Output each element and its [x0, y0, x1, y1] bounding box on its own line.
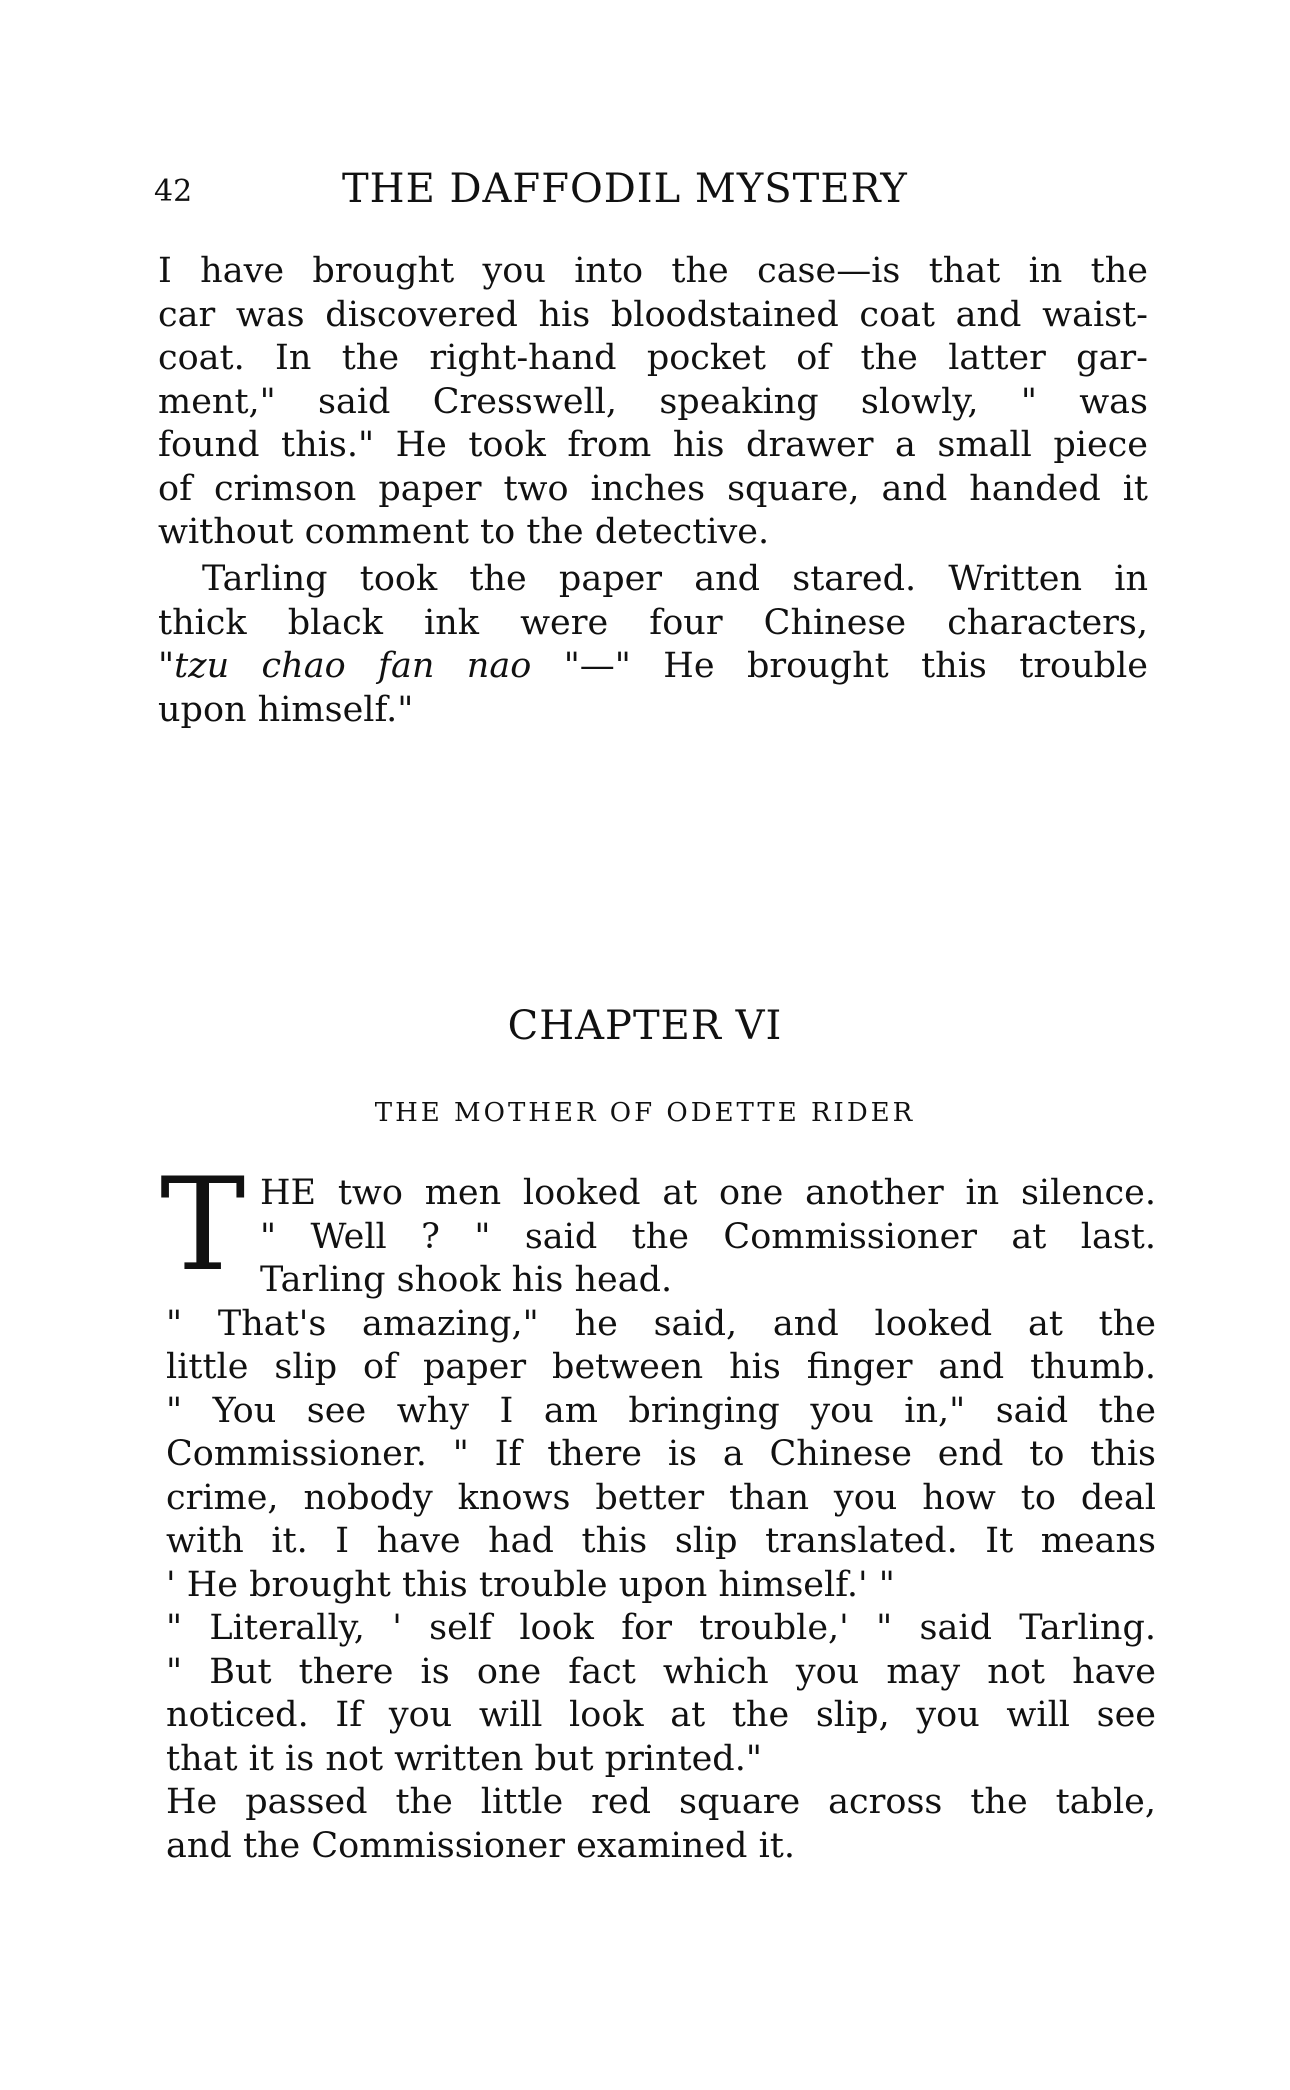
chapter-title: CHAPTER VI	[507, 1003, 783, 1049]
text-line: without comment to the detective.	[158, 512, 770, 552]
text-line: coat. In the right-hand pocket of the latter gar-	[158, 338, 1148, 378]
page-number: 42	[154, 174, 193, 209]
text-line: crime, nobody knows better than you how to deal	[166, 1477, 1156, 1518]
text-line: ' He brought this trouble upon himself.' "	[166, 1564, 895, 1605]
text-line: " You see why I am bringing you in," said the	[166, 1390, 1156, 1431]
text-line: Tarling took the paper and stared. Written in	[202, 559, 1148, 599]
text-line: that it is not written but printed."	[166, 1738, 762, 1779]
text-line: upon himself."	[158, 689, 414, 730]
text-line: thick black ink were four Chinese characters,	[158, 602, 1148, 643]
text-line: I have brought you into the case—is that in the	[158, 251, 1148, 291]
paragraph-tarling-took	[158, 558, 1148, 732]
text-line: and the Commissioner examined it.	[166, 1825, 795, 1866]
book-title: THE DAFFODIL MYSTERY	[342, 166, 908, 212]
text-line: with it. I have had this slip translated. It means	[166, 1521, 1156, 1561]
running-head	[154, 166, 1154, 216]
chapter-subtitle: THE MOTHER OF ODETTE RIDER	[374, 1098, 916, 1128]
drop-cap: T	[160, 1151, 246, 1300]
text-line: Commissioner. " If there is a Chinese end to this	[166, 1434, 1156, 1474]
text-line: " Literally, ' self look for trouble,' " said Tarling.	[166, 1608, 1156, 1648]
text-line: of crimson paper two inches square, and handed it	[158, 468, 1148, 509]
phrase-translation-start: "—" He brought this trouble	[531, 646, 1148, 686]
text-line: HE two men looked at one another in silence.	[260, 1173, 1156, 1213]
open-quote: "	[158, 646, 175, 686]
text-line: Tarling shook his head.	[260, 1260, 673, 1300]
text-line: He passed the little red square across the table,	[166, 1782, 1156, 1822]
text-line: noticed. If you will look at the slip, you will see	[166, 1695, 1156, 1735]
chinese-phrase: tzu chao fan nao	[174, 646, 532, 686]
text-line-chinese-phrase	[158, 645, 1148, 689]
text-line: found this." He took from his drawer a small piece	[158, 425, 1148, 465]
chapter-body	[166, 1172, 1156, 1868]
text-line: ment," said Cresswell, speaking slowly, " was	[158, 381, 1148, 422]
text-line: little slip of paper between his finger and thumb.	[166, 1347, 1156, 1387]
paragraph-continued	[158, 250, 1148, 555]
text-line: " But there is one fact which you may not have	[166, 1651, 1156, 1692]
text-line: " That's amazing," he said, and looked at the	[166, 1303, 1156, 1344]
text-line: " Well ? " said the Commissioner at last.	[260, 1216, 1156, 1257]
text-line: car was discovered his bloodstained coat and waist-	[158, 294, 1148, 335]
